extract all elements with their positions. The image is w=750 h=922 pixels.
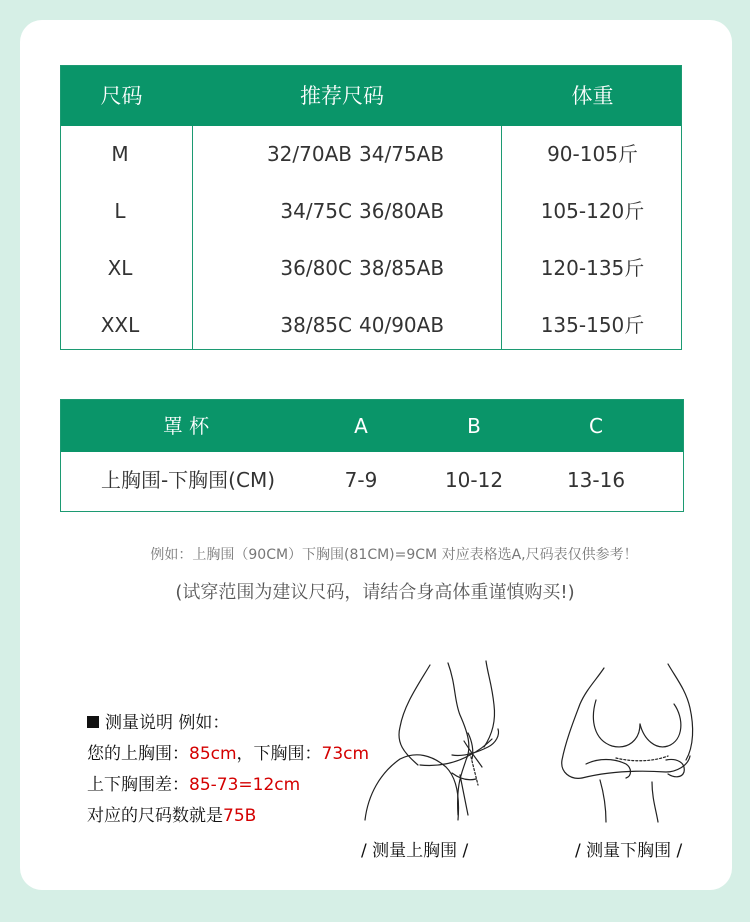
table-row xyxy=(61,126,681,183)
weight-cell: 105-120斤 xyxy=(540,199,645,223)
measure-title-line xyxy=(87,708,369,739)
example-note: 例如：上胸围（90CM）下胸围(81CM)=9CM 对应表格选A,尺码表仅供参考！ xyxy=(150,547,638,563)
size-cell: XL xyxy=(107,256,133,280)
size-table-header xyxy=(61,66,681,126)
difference-value: 85-73=12cm xyxy=(189,775,301,795)
table-row xyxy=(61,240,681,297)
weight-cell: 135-150斤 xyxy=(540,313,645,337)
header-cup: 罩 杯 xyxy=(162,414,210,438)
cup-table xyxy=(60,399,684,512)
header-weight: 体重 xyxy=(571,84,614,108)
rec-cell: 38/85C xyxy=(280,313,352,337)
advice-note: (试穿范围为建议尺码，请结合身高体重谨慎购买!) xyxy=(175,582,575,603)
header-b: B xyxy=(467,414,481,438)
upper-bust-value: 85cm xyxy=(189,744,237,764)
rec-cell: 32/70AB xyxy=(266,142,352,166)
difference-label: 上下胸围差： xyxy=(87,775,189,795)
header-size: 尺码 xyxy=(100,84,143,108)
header-a: A xyxy=(354,414,368,438)
square-bullet-icon xyxy=(87,716,99,728)
rec-cell: 38/85AB xyxy=(359,256,445,280)
result-value: 75B xyxy=(223,806,257,826)
header-c: C xyxy=(589,414,603,438)
lower-bust-label: ，下胸围： xyxy=(236,744,322,764)
rec-cell: 36/80AB xyxy=(359,199,445,223)
cup-table-header xyxy=(61,400,683,452)
cup-label-cell: 上胸围-下胸围(CM) xyxy=(100,468,276,492)
header-recommended: 推荐尺码 xyxy=(300,84,384,108)
table-row xyxy=(61,452,683,512)
rec-cell: 40/90AB xyxy=(359,313,445,337)
size-table xyxy=(60,65,682,350)
lower-bust-value: 73cm xyxy=(321,744,370,764)
rec-cell: 34/75C xyxy=(280,199,352,223)
lower-bust-caption: / 测量下胸围 / xyxy=(575,841,683,861)
size-cell: L xyxy=(114,199,126,223)
table-row xyxy=(61,183,681,240)
weight-cell: 90-105斤 xyxy=(547,142,638,166)
rec-cell: 34/75AB xyxy=(359,142,445,166)
upper-bust-label: 您的上胸围： xyxy=(87,744,189,764)
upper-bust-illustration-icon xyxy=(360,655,520,825)
measure-line xyxy=(87,770,369,801)
size-cell: XXL xyxy=(100,313,140,337)
lower-bust-illustration-icon xyxy=(556,660,706,825)
upper-bust-caption: / 测量上胸围 / xyxy=(361,841,469,861)
weight-cell: 120-135斤 xyxy=(540,256,645,280)
cup-c-cell: 13-16 xyxy=(566,468,626,492)
measure-instructions xyxy=(87,708,369,832)
table-row xyxy=(61,297,681,354)
result-label: 对应的尺码数就是 xyxy=(87,806,223,826)
measure-line xyxy=(87,739,369,770)
cup-a-cell: 7-9 xyxy=(344,468,378,492)
cup-b-cell: 10-12 xyxy=(444,468,504,492)
measure-line xyxy=(87,801,369,832)
measure-title: 测量说明 例如： xyxy=(105,713,230,733)
rec-cell: 36/80C xyxy=(280,256,352,280)
size-cell: M xyxy=(111,142,129,166)
